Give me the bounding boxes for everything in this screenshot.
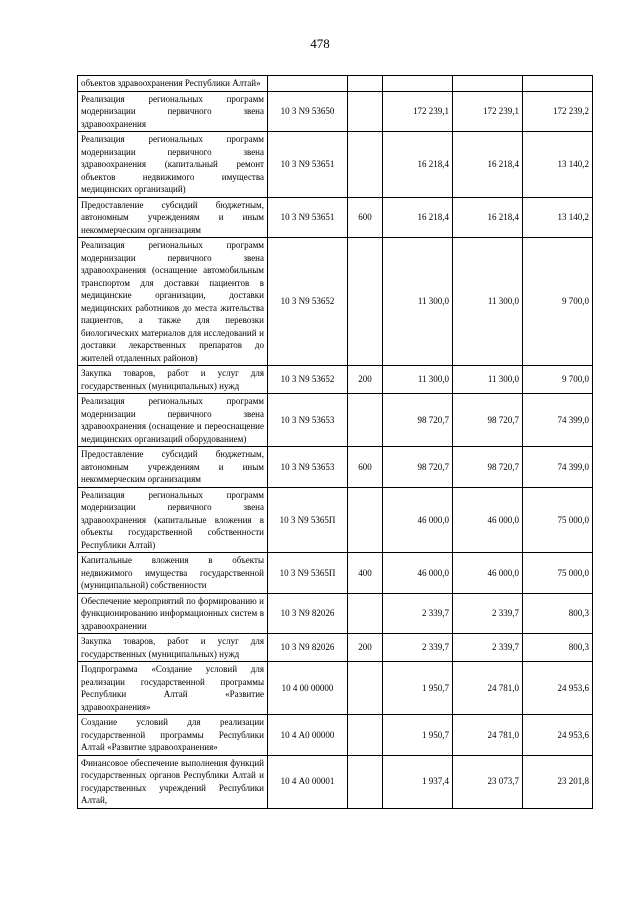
target-code-cell: 10 4 00 00000	[268, 662, 348, 715]
amount-year-2-cell: 16 218,4	[453, 132, 523, 198]
amount-year-2-cell: 172 239,1	[453, 91, 523, 132]
amount-year-2-cell: 23 073,7	[453, 755, 523, 808]
expense-type-cell	[348, 132, 383, 198]
expense-name-cell: Предоставление субсидий бюджетным, автономным учреждениям и иным некоммерческим организациям	[78, 447, 268, 488]
amount-year-1-cell: 98 720,7	[383, 394, 453, 447]
amount-year-3-cell: 75 000,0	[523, 553, 593, 594]
target-code-cell	[268, 76, 348, 92]
amount-year-1-cell: 16 218,4	[383, 197, 453, 238]
budget-table-body	[78, 76, 593, 809]
target-code-cell: 10 3 N9 53651	[268, 197, 348, 238]
amount-year-2-cell: 98 720,7	[453, 447, 523, 488]
amount-year-1-cell: 2 339,7	[383, 634, 453, 662]
amount-year-3-cell: 13 140,2	[523, 132, 593, 198]
amount-year-1-cell: 2 339,7	[383, 593, 453, 634]
amount-year-3-cell: 74 399,0	[523, 394, 593, 447]
table-row	[78, 662, 593, 715]
expense-type-cell	[348, 394, 383, 447]
table-row	[78, 197, 593, 238]
table-row	[78, 91, 593, 132]
amount-year-3-cell	[523, 76, 593, 92]
expense-type-cell	[348, 593, 383, 634]
expense-type-cell	[348, 76, 383, 92]
amount-year-1-cell	[383, 76, 453, 92]
expense-name-cell: Финансовое обеспечение выполнения функций государственных органов Республики Алтай и государственных учреждений Республики Алтай,	[78, 755, 268, 808]
target-code-cell: 10 3 N9 5365П	[268, 553, 348, 594]
table-row	[78, 553, 593, 594]
amount-year-1-cell: 1 950,7	[383, 662, 453, 715]
table-row	[78, 394, 593, 447]
amount-year-3-cell: 800,3	[523, 593, 593, 634]
expense-type-cell: 200	[348, 634, 383, 662]
page-number: 478	[310, 36, 330, 51]
table-row	[78, 447, 593, 488]
amount-year-3-cell: 9 700,0	[523, 366, 593, 394]
amount-year-1-cell: 46 000,0	[383, 487, 453, 553]
amount-year-2-cell: 46 000,0	[453, 553, 523, 594]
amount-year-3-cell: 13 140,2	[523, 197, 593, 238]
table-row	[78, 715, 593, 756]
amount-year-1-cell: 11 300,0	[383, 238, 453, 366]
expense-type-cell: 600	[348, 197, 383, 238]
amount-year-2-cell: 24 781,0	[453, 662, 523, 715]
budget-table	[77, 75, 593, 809]
table-row	[78, 132, 593, 198]
amount-year-3-cell: 23 201,8	[523, 755, 593, 808]
target-code-cell: 10 3 N9 53652	[268, 366, 348, 394]
amount-year-1-cell: 46 000,0	[383, 553, 453, 594]
amount-year-1-cell: 98 720,7	[383, 447, 453, 488]
target-code-cell: 10 3 N9 82026	[268, 593, 348, 634]
expense-name-cell: Реализация региональных программ модернизации первичного звена здравоохранения (капитальный ремонт объектов недвижимого имущества медицинских организаций)	[78, 132, 268, 198]
amount-year-2-cell: 24 781,0	[453, 715, 523, 756]
expense-name-cell: объектов здравоохранения Республики Алтай»	[78, 76, 268, 92]
table-row	[78, 755, 593, 808]
amount-year-3-cell: 75 000,0	[523, 487, 593, 553]
amount-year-2-cell: 46 000,0	[453, 487, 523, 553]
expense-name-cell: Создание условий для реализации государственной программы Республики Алтай «Развитие здравоохранения»	[78, 715, 268, 756]
expense-type-cell	[348, 238, 383, 366]
expense-type-cell	[348, 755, 383, 808]
expense-type-cell	[348, 91, 383, 132]
expense-name-cell: Реализация региональных программ модернизации первичного звена здравоохранения (оснащение автомобильным транспортом для доставки пациентов в медицинские организации, доставки медицинских работников до места жительства пациентов, а также для перевозки биологических материалов для исследований и доставки лекарственных препаратов до жителей отдаленных районов)	[78, 238, 268, 366]
table-row	[78, 593, 593, 634]
expense-type-cell: 200	[348, 366, 383, 394]
expense-type-cell: 600	[348, 447, 383, 488]
amount-year-1-cell: 172 239,1	[383, 91, 453, 132]
expense-name-cell: Подпрограмма «Создание условий для реализации государственной программы Республики Алтай «Развитие здравоохранения»	[78, 662, 268, 715]
table-row	[78, 366, 593, 394]
expense-type-cell: 400	[348, 553, 383, 594]
amount-year-1-cell: 11 300,0	[383, 366, 453, 394]
target-code-cell: 10 3 N9 53651	[268, 132, 348, 198]
target-code-cell: 10 3 N9 82026	[268, 634, 348, 662]
amount-year-2-cell	[453, 76, 523, 92]
target-code-cell: 10 3 N9 53652	[268, 238, 348, 366]
expense-name-cell: Обеспечение мероприятий по формированию и функционированию информационных систем в здравоохранении	[78, 593, 268, 634]
expense-name-cell: Реализация региональных программ модернизации первичного звена здравоохранения	[78, 91, 268, 132]
target-code-cell: 10 3 N9 5365П	[268, 487, 348, 553]
amount-year-3-cell: 800,3	[523, 634, 593, 662]
expense-name-cell: Реализация региональных программ модернизации первичного звена здравоохранения (капитальные вложения в объекты государственной собственности Республики Алтай)	[78, 487, 268, 553]
amount-year-2-cell: 11 300,0	[453, 238, 523, 366]
expense-name-cell: Предоставление субсидий бюджетным, автономным учреждениям и иным некоммерческим организациям	[78, 197, 268, 238]
table-row	[78, 487, 593, 553]
expense-type-cell	[348, 487, 383, 553]
expense-name-cell: Реализация региональных программ модернизации первичного звена здравоохранения (оснащение и переоснащение медицинских организаций оборудованием)	[78, 394, 268, 447]
target-code-cell: 10 4 А0 00000	[268, 715, 348, 756]
amount-year-3-cell: 172 239,2	[523, 91, 593, 132]
expense-name-cell: Закупка товаров, работ и услуг для государственных (муниципальных) нужд	[78, 366, 268, 394]
table-row	[78, 634, 593, 662]
amount-year-2-cell: 16 218,4	[453, 197, 523, 238]
amount-year-3-cell: 24 953,6	[523, 662, 593, 715]
amount-year-2-cell: 98 720,7	[453, 394, 523, 447]
table-row	[78, 238, 593, 366]
amount-year-1-cell: 16 218,4	[383, 132, 453, 198]
target-code-cell: 10 3 N9 53650	[268, 91, 348, 132]
expense-name-cell: Капитальные вложения в объекты недвижимого имущества государственной (муниципальной) собственности	[78, 553, 268, 594]
amount-year-2-cell: 2 339,7	[453, 593, 523, 634]
expense-type-cell	[348, 715, 383, 756]
expense-type-cell	[348, 662, 383, 715]
amount-year-2-cell: 2 339,7	[453, 634, 523, 662]
expense-name-cell: Закупка товаров, работ и услуг для государственных (муниципальных) нужд	[78, 634, 268, 662]
target-code-cell: 10 3 N9 53653	[268, 447, 348, 488]
amount-year-2-cell: 11 300,0	[453, 366, 523, 394]
target-code-cell: 10 4 А0 00001	[268, 755, 348, 808]
amount-year-3-cell: 9 700,0	[523, 238, 593, 366]
target-code-cell: 10 3 N9 53653	[268, 394, 348, 447]
amount-year-3-cell: 74 399,0	[523, 447, 593, 488]
table-row	[78, 76, 593, 92]
amount-year-3-cell: 24 953,6	[523, 715, 593, 756]
amount-year-1-cell: 1 937,4	[383, 755, 453, 808]
amount-year-1-cell: 1 950,7	[383, 715, 453, 756]
